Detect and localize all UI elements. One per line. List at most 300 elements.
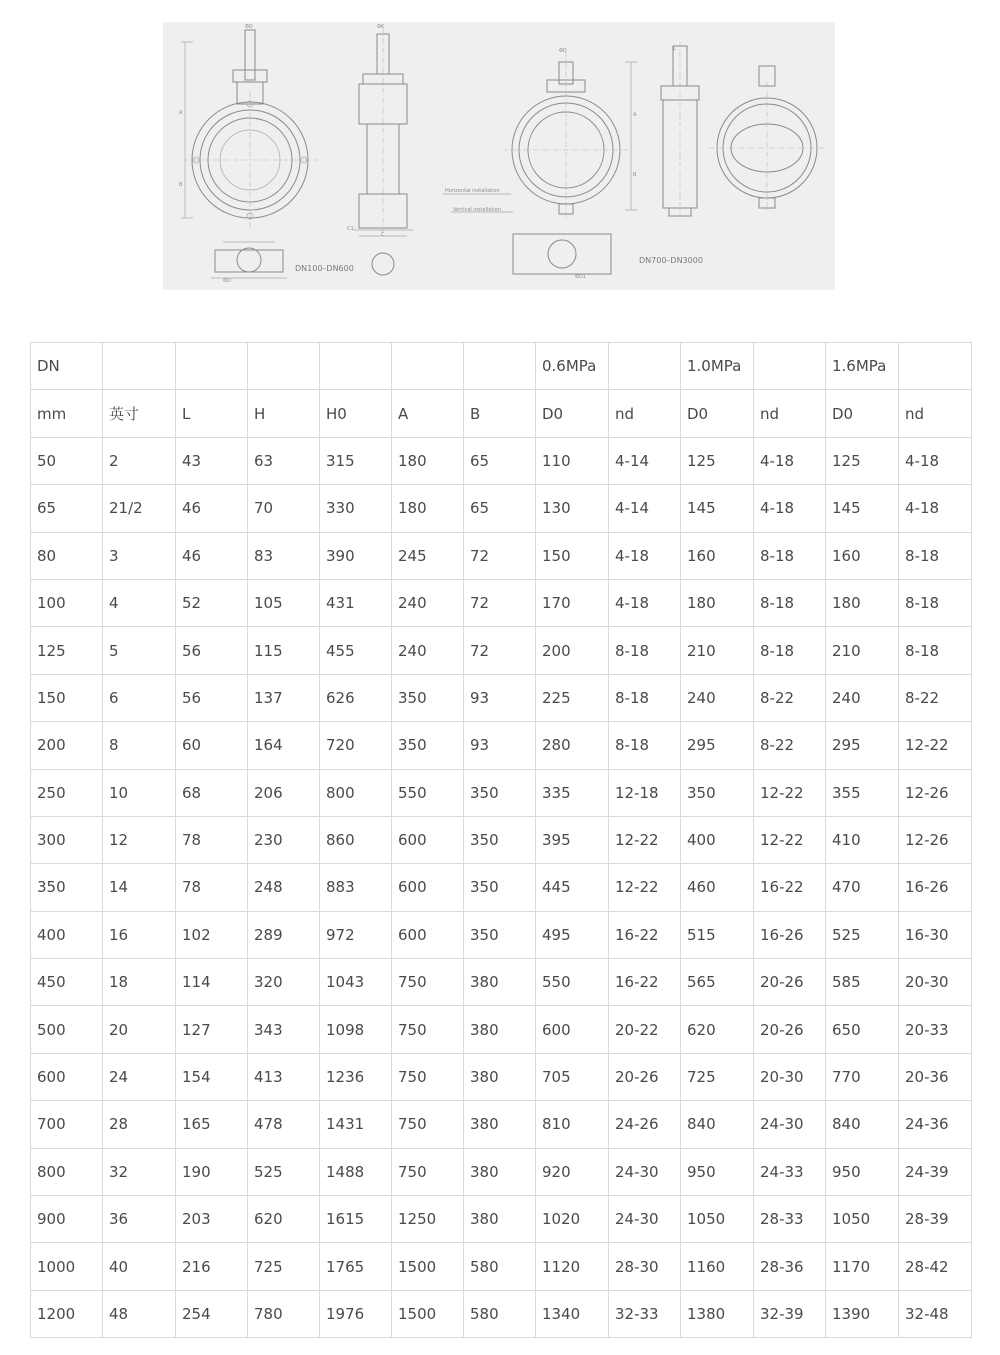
table-cell: 16-26 — [899, 864, 972, 911]
table-cell: 10 — [103, 769, 176, 816]
table-cell: 78 — [176, 816, 248, 863]
label-a-right: A — [633, 112, 637, 118]
table-cell: 315 — [320, 437, 392, 484]
table-row — [31, 769, 972, 816]
table-cell: 600 — [31, 1053, 103, 1100]
table-cell: 102 — [176, 911, 248, 958]
table-cell: 470 — [826, 864, 899, 911]
table-cell: 1050 — [681, 1196, 754, 1243]
table-cell: 720 — [320, 722, 392, 769]
header-cell: 英寸 — [103, 390, 176, 437]
table-cell: 24-36 — [899, 1101, 972, 1148]
table-cell: 16-22 — [609, 959, 681, 1006]
table-cell: 495 — [536, 911, 609, 958]
table-cell: 580 — [464, 1243, 536, 1290]
table-cell: 180 — [392, 485, 464, 532]
table-cell: 60 — [176, 722, 248, 769]
header-cell: mm — [31, 390, 103, 437]
table-cell: 4-14 — [609, 485, 681, 532]
table-cell: 180 — [681, 579, 754, 626]
table-cell: 525 — [248, 1148, 320, 1195]
table-cell: 565 — [681, 959, 754, 1006]
table-cell: 12-22 — [899, 722, 972, 769]
table-cell: 700 — [31, 1101, 103, 1148]
table-cell: 1765 — [320, 1243, 392, 1290]
table-cell: 21/2 — [103, 485, 176, 532]
table-cell: 115 — [248, 627, 320, 674]
table-cell: 750 — [392, 959, 464, 1006]
label-phi2-right: ΦD — [559, 48, 567, 54]
table-cell: 72 — [464, 627, 536, 674]
table-cell: 450 — [31, 959, 103, 1006]
header-cell: D0 — [536, 390, 609, 437]
table-cell: 725 — [248, 1243, 320, 1290]
table-cell: 3 — [103, 532, 176, 579]
table-cell: 72 — [464, 532, 536, 579]
table-cell: 350 — [464, 769, 536, 816]
header-cell: nd — [754, 390, 826, 437]
table-cell: 12-18 — [609, 769, 681, 816]
table-cell: 50 — [31, 437, 103, 484]
table-cell: 395 — [536, 816, 609, 863]
table-cell: 12-22 — [609, 816, 681, 863]
table-cell: 800 — [320, 769, 392, 816]
table-cell: 20-36 — [899, 1053, 972, 1100]
table-cell: 320 — [248, 959, 320, 1006]
table-cell: 150 — [31, 674, 103, 721]
table-cell: 380 — [464, 1148, 536, 1195]
table-cell: 65 — [464, 437, 536, 484]
table-cell: 8 — [103, 722, 176, 769]
table-cell: 8-22 — [899, 674, 972, 721]
table-cell: 750 — [392, 1101, 464, 1148]
table-cell: 810 — [536, 1101, 609, 1148]
table-cell: 4-18 — [609, 579, 681, 626]
table-cell: 4-18 — [899, 437, 972, 484]
table-cell: 750 — [392, 1053, 464, 1100]
table-cell: 240 — [826, 674, 899, 721]
table-cell: 20-22 — [609, 1006, 681, 1053]
table-cell: 972 — [320, 911, 392, 958]
table-cell: 20-33 — [899, 1006, 972, 1053]
table-cell: 1500 — [392, 1290, 464, 1337]
table-cell: 125 — [681, 437, 754, 484]
table-cell: 380 — [464, 1196, 536, 1243]
table-cell: 12-22 — [609, 864, 681, 911]
label-l-right: L — [673, 46, 676, 52]
table-cell: 8-18 — [609, 627, 681, 674]
header-cell: A — [392, 390, 464, 437]
table-cell: 8-22 — [754, 674, 826, 721]
table-cell: 254 — [176, 1290, 248, 1337]
table-cell: 12-22 — [754, 816, 826, 863]
table-cell: 478 — [248, 1101, 320, 1148]
header-cell — [176, 343, 248, 390]
header-cell: B — [464, 390, 536, 437]
table-cell: 24-30 — [609, 1196, 681, 1243]
table-cell: 705 — [536, 1053, 609, 1100]
table-cell: 164 — [248, 722, 320, 769]
table-cell: 12-22 — [754, 769, 826, 816]
table-cell: 24 — [103, 1053, 176, 1100]
table-cell: 170 — [536, 579, 609, 626]
table-cell: 1020 — [536, 1196, 609, 1243]
table-row — [31, 485, 972, 532]
table-cell: 350 — [464, 864, 536, 911]
label-phi1-left: ΦD — [223, 278, 231, 284]
right-side-view — [661, 42, 699, 222]
table-cell: 93 — [464, 722, 536, 769]
table-cell: 8-18 — [754, 579, 826, 626]
table-cell: 1615 — [320, 1196, 392, 1243]
table-cell: 390 — [320, 532, 392, 579]
table-cell: 335 — [536, 769, 609, 816]
table-cell: 28-33 — [754, 1196, 826, 1243]
table-row — [31, 627, 972, 674]
header-cell — [320, 343, 392, 390]
header-cell: H0 — [320, 390, 392, 437]
table-cell: 16-22 — [609, 911, 681, 958]
table-cell: 240 — [392, 627, 464, 674]
valve-drawing-svg — [163, 22, 835, 290]
table-cell: 883 — [320, 864, 392, 911]
table-cell: 8-18 — [899, 532, 972, 579]
table-cell: 32 — [103, 1148, 176, 1195]
header-row-pressure — [31, 343, 972, 390]
table-cell: 70 — [248, 485, 320, 532]
header-cell: L — [176, 390, 248, 437]
table-cell: 350 — [681, 769, 754, 816]
table-cell: 431 — [320, 579, 392, 626]
table-cell: 46 — [176, 485, 248, 532]
table-cell: 4 — [103, 579, 176, 626]
table-cell: 114 — [176, 959, 248, 1006]
table-row — [31, 532, 972, 579]
label-dn100-dn600: DN100–DN600 — [295, 264, 354, 273]
header-cell: 0.6MPa — [536, 343, 609, 390]
table-cell: 4-18 — [899, 485, 972, 532]
table-cell: 600 — [392, 816, 464, 863]
table-cell: 24-39 — [899, 1148, 972, 1195]
table-cell: 130 — [536, 485, 609, 532]
table-cell: 1500 — [392, 1243, 464, 1290]
header-cell: nd — [609, 390, 681, 437]
header-cell — [248, 343, 320, 390]
table-cell: 380 — [464, 1006, 536, 1053]
table-cell: 14 — [103, 864, 176, 911]
table-cell: 580 — [464, 1290, 536, 1337]
table-cell: 1380 — [681, 1290, 754, 1337]
table-cell: 860 — [320, 816, 392, 863]
table-cell: 24-33 — [754, 1148, 826, 1195]
table-cell: 32-33 — [609, 1290, 681, 1337]
table-cell: 12-26 — [899, 769, 972, 816]
table-cell: 28-39 — [899, 1196, 972, 1243]
table-cell: 400 — [31, 911, 103, 958]
table-cell: 52 — [176, 579, 248, 626]
table-cell: 216 — [176, 1243, 248, 1290]
table-cell: 20-30 — [754, 1053, 826, 1100]
table-cell: 4-18 — [754, 485, 826, 532]
table-body — [31, 343, 972, 1338]
table-cell: 200 — [536, 627, 609, 674]
table-cell: 650 — [826, 1006, 899, 1053]
label-vertical-installation: Vertical installation — [453, 207, 501, 213]
table-cell: 180 — [826, 579, 899, 626]
table-cell: 78 — [176, 864, 248, 911]
header-cell: D0 — [681, 390, 754, 437]
table-cell: 750 — [392, 1006, 464, 1053]
table-row — [31, 1243, 972, 1290]
table-cell: 12 — [103, 816, 176, 863]
table-cell: 600 — [392, 864, 464, 911]
table-cell: 210 — [826, 627, 899, 674]
table-cell: 4-18 — [609, 532, 681, 579]
table-cell: 28-30 — [609, 1243, 681, 1290]
table-row — [31, 959, 972, 1006]
table-cell: 626 — [320, 674, 392, 721]
header-cell: 1.0MPa — [681, 343, 754, 390]
table-row — [31, 816, 972, 863]
table-cell: 18 — [103, 959, 176, 1006]
table-cell: 1170 — [826, 1243, 899, 1290]
table-cell: 350 — [31, 864, 103, 911]
table-cell: 125 — [826, 437, 899, 484]
table-cell: 225 — [536, 674, 609, 721]
table-cell: 160 — [681, 532, 754, 579]
table-cell: 400 — [681, 816, 754, 863]
table-cell: 840 — [681, 1101, 754, 1148]
table-cell: 1043 — [320, 959, 392, 1006]
table-cell: 350 — [464, 911, 536, 958]
table-cell: 1000 — [31, 1243, 103, 1290]
table-cell: 445 — [536, 864, 609, 911]
table-cell: 105 — [248, 579, 320, 626]
table-cell: 28-36 — [754, 1243, 826, 1290]
table-cell: 154 — [176, 1053, 248, 1100]
table-cell: 16-22 — [754, 864, 826, 911]
table-cell: 550 — [392, 769, 464, 816]
table-cell: 585 — [826, 959, 899, 1006]
table-row — [31, 1101, 972, 1148]
table-cell: 1340 — [536, 1290, 609, 1337]
table-cell: 950 — [826, 1148, 899, 1195]
table-cell: 8-18 — [899, 579, 972, 626]
table-cell: 20-26 — [754, 1006, 826, 1053]
table-cell: 413 — [248, 1053, 320, 1100]
label-phid1-right: ΦD1 — [575, 274, 586, 280]
table-cell: 780 — [248, 1290, 320, 1337]
table-cell: 46 — [176, 532, 248, 579]
table-cell: 380 — [464, 1101, 536, 1148]
label-b-right: B — [633, 172, 637, 178]
table-cell: 43 — [176, 437, 248, 484]
label-c-left: C — [381, 232, 385, 238]
table-cell: 16-30 — [899, 911, 972, 958]
table-cell: 620 — [248, 1196, 320, 1243]
table-row — [31, 1006, 972, 1053]
table-cell: 210 — [681, 627, 754, 674]
table-cell: 56 — [176, 674, 248, 721]
table-cell: 725 — [681, 1053, 754, 1100]
table-cell: 48 — [103, 1290, 176, 1337]
table-cell: 770 — [826, 1053, 899, 1100]
table-cell: 80 — [31, 532, 103, 579]
left-front-view — [181, 30, 318, 227]
table-cell: 150 — [536, 532, 609, 579]
label-phik-left: ΦK — [377, 24, 385, 30]
table-cell: 145 — [826, 485, 899, 532]
header-cell: D0 — [826, 390, 899, 437]
table-cell: 8-18 — [754, 532, 826, 579]
table-cell: 900 — [31, 1196, 103, 1243]
table-cell: 72 — [464, 579, 536, 626]
table-row — [31, 911, 972, 958]
table-cell: 200 — [31, 722, 103, 769]
table-cell: 24-30 — [754, 1101, 826, 1148]
table-cell: 280 — [536, 722, 609, 769]
table-cell: 5 — [103, 627, 176, 674]
table-cell: 245 — [392, 532, 464, 579]
table-cell: 20-26 — [754, 959, 826, 1006]
header-cell — [899, 343, 972, 390]
table-cell: 460 — [681, 864, 754, 911]
header-cell: 1.6MPa — [826, 343, 899, 390]
table-cell: 1098 — [320, 1006, 392, 1053]
table-cell: 65 — [464, 485, 536, 532]
table-row — [31, 1148, 972, 1195]
table-cell: 248 — [248, 864, 320, 911]
table-cell: 20-30 — [899, 959, 972, 1006]
header-cell — [464, 343, 536, 390]
table-cell: 620 — [681, 1006, 754, 1053]
table-cell: 1120 — [536, 1243, 609, 1290]
table-cell: 165 — [176, 1101, 248, 1148]
table-cell: 515 — [681, 911, 754, 958]
table-cell: 1236 — [320, 1053, 392, 1100]
table-cell: 240 — [392, 579, 464, 626]
table-cell: 206 — [248, 769, 320, 816]
table-cell: 230 — [248, 816, 320, 863]
table-cell: 6 — [103, 674, 176, 721]
label-horizontal-installation: Horizontal installation — [445, 188, 500, 194]
table-cell: 289 — [248, 911, 320, 958]
table-cell: 110 — [536, 437, 609, 484]
table-cell: 350 — [392, 674, 464, 721]
table-cell: 93 — [464, 674, 536, 721]
table-cell: 12-26 — [899, 816, 972, 863]
table-cell: 1390 — [826, 1290, 899, 1337]
table-cell: 295 — [826, 722, 899, 769]
table-row — [31, 579, 972, 626]
table-cell: 190 — [176, 1148, 248, 1195]
table-cell: 250 — [31, 769, 103, 816]
table-cell: 8-18 — [754, 627, 826, 674]
label-b-left: B — [179, 182, 183, 188]
table-row — [31, 1053, 972, 1100]
table-cell: 1431 — [320, 1101, 392, 1148]
label-dn700-dn3000: DN700–DN3000 — [639, 256, 703, 265]
table-cell: 203 — [176, 1196, 248, 1243]
table-cell: 1250 — [392, 1196, 464, 1243]
table-cell: 4-14 — [609, 437, 681, 484]
header-cell — [754, 343, 826, 390]
table-cell: 920 — [536, 1148, 609, 1195]
header-cell: DN — [31, 343, 103, 390]
table-row — [31, 1290, 972, 1337]
table-cell: 40 — [103, 1243, 176, 1290]
valve-technical-drawing — [163, 22, 835, 290]
table-cell: 127 — [176, 1006, 248, 1053]
table-cell: 550 — [536, 959, 609, 1006]
table-cell: 840 — [826, 1101, 899, 1148]
specification-table — [30, 342, 972, 1338]
table-cell: 380 — [464, 1053, 536, 1100]
table-cell: 83 — [248, 532, 320, 579]
table-cell: 350 — [392, 722, 464, 769]
table-cell: 24-26 — [609, 1101, 681, 1148]
table-cell: 355 — [826, 769, 899, 816]
table-cell: 36 — [103, 1196, 176, 1243]
table-cell: 8-18 — [899, 627, 972, 674]
table-cell: 20-26 — [609, 1053, 681, 1100]
header-row-columns — [31, 390, 972, 437]
table-cell: 1050 — [826, 1196, 899, 1243]
table-cell: 125 — [31, 627, 103, 674]
table-cell: 32-48 — [899, 1290, 972, 1337]
table-cell: 410 — [826, 816, 899, 863]
label-phi2-left: ΦD — [245, 24, 253, 30]
table-cell: 330 — [320, 485, 392, 532]
table-cell: 343 — [248, 1006, 320, 1053]
header-cell: nd — [899, 390, 972, 437]
header-cell — [609, 343, 681, 390]
table-cell: 16 — [103, 911, 176, 958]
table-cell: 24-30 — [609, 1148, 681, 1195]
table-cell: 32-39 — [754, 1290, 826, 1337]
table-cell: 600 — [392, 911, 464, 958]
table-cell: 380 — [464, 959, 536, 1006]
table-cell: 800 — [31, 1148, 103, 1195]
table-cell: 1160 — [681, 1243, 754, 1290]
label-a-left: A — [179, 110, 183, 116]
table-cell: 20 — [103, 1006, 176, 1053]
header-cell — [392, 343, 464, 390]
table-cell: 28-42 — [899, 1243, 972, 1290]
table-cell: 455 — [320, 627, 392, 674]
table-cell: 350 — [464, 816, 536, 863]
table-row — [31, 864, 972, 911]
header-cell — [103, 343, 176, 390]
table-cell: 8-18 — [609, 722, 681, 769]
label-c1-left: C1 — [347, 226, 354, 232]
table-cell: 300 — [31, 816, 103, 863]
table-cell: 65 — [31, 485, 103, 532]
table-cell: 63 — [248, 437, 320, 484]
table-row — [31, 1196, 972, 1243]
table-row — [31, 674, 972, 721]
table-cell: 145 — [681, 485, 754, 532]
table-cell: 600 — [536, 1006, 609, 1053]
table-cell: 68 — [176, 769, 248, 816]
left-bottom-view — [211, 242, 287, 278]
table-cell: 180 — [392, 437, 464, 484]
table-cell: 750 — [392, 1148, 464, 1195]
table-cell: 2 — [103, 437, 176, 484]
table-cell: 500 — [31, 1006, 103, 1053]
right-far-view — [709, 66, 825, 212]
table-cell: 1488 — [320, 1148, 392, 1195]
